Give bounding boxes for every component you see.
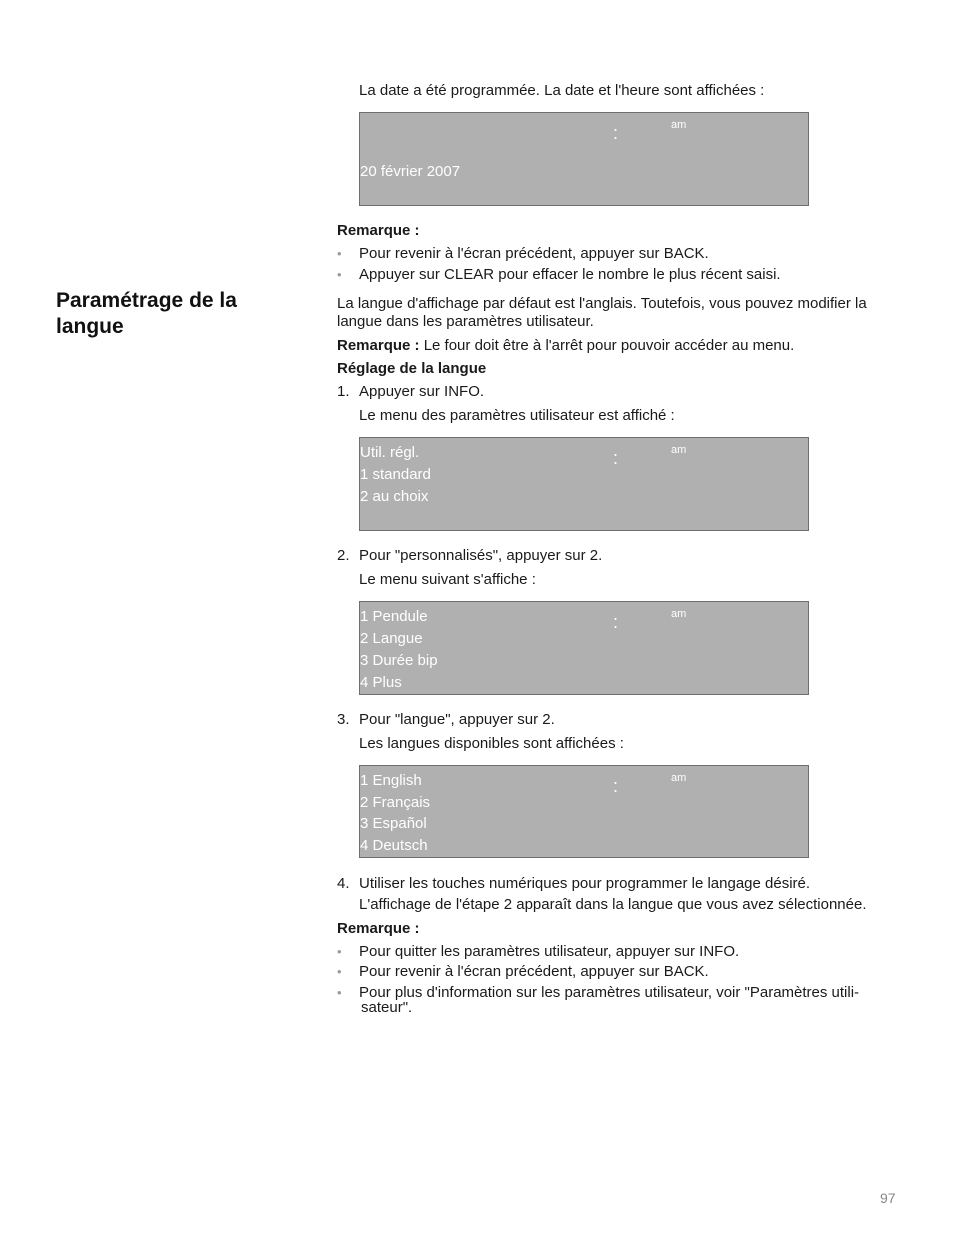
bullet-icon: • (337, 246, 342, 261)
time-colon: : (613, 776, 619, 796)
subheading: Réglage de la langue (337, 360, 487, 377)
oven-display-languages (359, 765, 809, 858)
display-line: 1 English (360, 772, 422, 789)
section-paragraph: La langue d'affichage par défaut est l'anglais. Toutefois, vous pouvez modifier la langue dans les paramètres utilisateur. (337, 295, 867, 330)
oven-display-date (359, 112, 809, 206)
step-subtext: L'affichage de l'étape 2 apparaît dans la langue que vous avez sélectionnée. (359, 896, 867, 913)
section-heading: Paramétrage de la langue (56, 289, 237, 338)
list-item: Pour quitter les paramètres utilisateur, appuyer sur INFO. (359, 943, 740, 960)
page-number: 97 (880, 1190, 896, 1206)
oven-display-custom-menu (359, 601, 809, 695)
bullet-icon: • (337, 964, 342, 979)
list-item: Pour revenir à l'écran précédent, appuyer sur BACK. (359, 245, 709, 262)
step-subtext: Le menu des paramètres utilisateur est affiché : (359, 407, 675, 424)
list-item: Appuyer sur CLEAR pour effacer le nombre le plus récent saisi. (359, 266, 781, 283)
am-indicator: am (671, 772, 687, 784)
display-line: 1 Pendule (360, 608, 428, 625)
list-item: Pour revenir à l'écran précédent, appuyer sur BACK. (359, 963, 709, 980)
remark-label: Remarque : (337, 222, 420, 239)
step-subtext: Le menu suivant s'affiche : (359, 571, 536, 588)
time-colon: : (613, 612, 619, 632)
display-line: Util. régl. (360, 444, 420, 461)
display-line: 4 Plus (360, 674, 402, 691)
am-indicator: am (671, 119, 687, 131)
display-line: 2 au choix (360, 488, 429, 505)
time-colon: : (613, 123, 619, 143)
step-text: Utiliser les touches numériques pour programmer le langage désiré. (359, 875, 811, 892)
bullet-icon: • (337, 267, 342, 282)
list-item-continuation: sateur". (361, 999, 413, 1016)
bullet-icon: • (337, 985, 342, 1000)
intro-text: La date a été programmée. La date et l'heure sont affichées : (359, 82, 765, 99)
remark-label: Remarque : (337, 920, 420, 937)
bullet-icon: • (337, 944, 342, 959)
oven-display-user-settings (359, 437, 809, 531)
step-text: Pour "personnalisés", appuyer sur 2. (359, 547, 603, 564)
display-line: 1 standard (360, 466, 431, 483)
step-number: 1. (337, 383, 350, 400)
am-indicator: am (671, 444, 687, 456)
step-subtext: Les langues disponibles sont affichées : (359, 735, 624, 752)
display-line: 2 Langue (360, 630, 423, 647)
step-number: 2. (337, 547, 350, 564)
step-number: 3. (337, 711, 350, 728)
display-line: 20 février 2007 (360, 163, 461, 180)
am-indicator: am (671, 608, 687, 620)
display-line: 3 Durée bip (360, 652, 438, 669)
time-colon: : (613, 448, 619, 468)
display-line: 2 Français (360, 794, 431, 811)
step-number: 4. (337, 875, 350, 892)
remark-line (337, 337, 897, 355)
step-text: Appuyer sur INFO. (359, 383, 485, 400)
remark-label: Remarque : (337, 337, 420, 354)
remark-text: Le four doit être à l'arrêt pour pouvoir accéder au menu. (419, 337, 795, 354)
step-text: Pour "langue", appuyer sur 2. (359, 711, 555, 728)
list-item: Pour plus d'information sur les paramètres utilisateur, voir "Paramètres utili- (359, 984, 860, 1001)
display-line: 4 Deutsch (360, 837, 428, 854)
display-line: 3 Español (360, 815, 427, 832)
